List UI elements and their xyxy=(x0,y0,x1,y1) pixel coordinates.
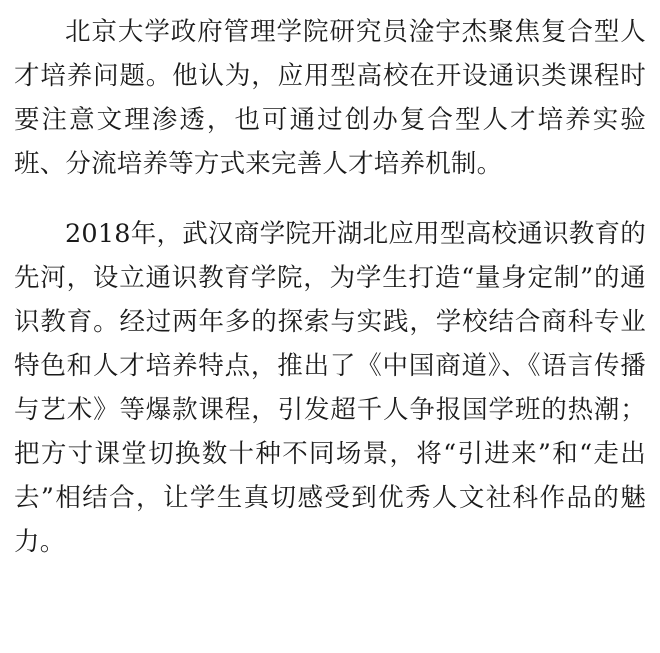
paragraph-1: 北京大学政府管理学院研究员淦宇杰聚焦复合型人才培养问题。他认为，应用型高校在开设通识类课程时要注意文理渗透，也可通过创办复合型人才培养实验班、分流培养等方式来完善人才培养机制。 xyxy=(14,17,646,179)
paragraph-2: 2018年，武汉商学院开湖北应用型高校通识教育的先河，设立通识教育学院，为学生打造“量身定制”的通识教育。经过两年多的探索与实践，学校结合商科专业特色和人才培养特点，推出了《中国商道》、《语言传播与艺术》等爆款课程，引发超千人争报国学班的热潮；把方寸课堂切换数十种不同场景，将“引进来”和“走出去”相结合，让学生真切感受到优秀人文社科作品的魅力。 xyxy=(14,219,646,557)
